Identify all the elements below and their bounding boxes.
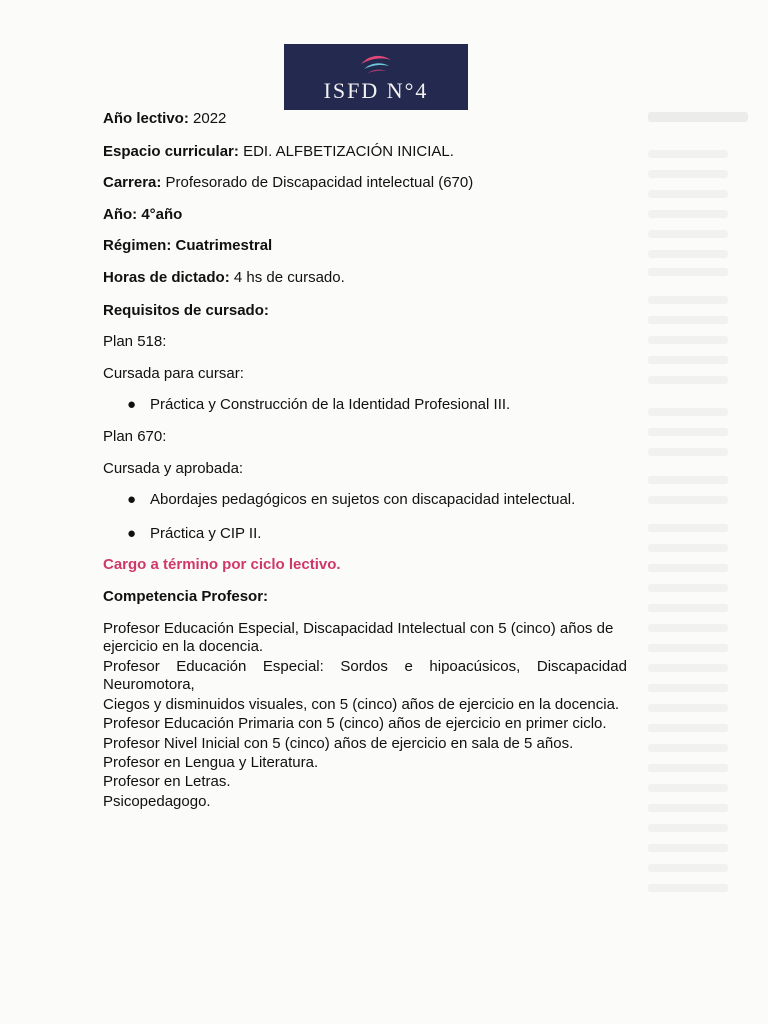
field-value: Profesorado de Discapacidad intelectual (670) [165,174,474,191]
field-horas-dictado [103,269,345,287]
competencia-item-8: Psicopedagogo. [103,793,211,810]
competencia-item-2-line [103,658,627,676]
field-label: Año: 4°año [103,206,183,223]
word: hipoacúsicos, [429,658,521,675]
plan-518-label: Plan 518: [103,333,167,350]
plan-670-label: Plan 670: [103,428,167,445]
field-carrera [103,174,473,192]
field-value: EDI. ALFBETIZACIÓN INICIAL. [243,143,454,160]
list-item: Práctica y CIP II. [150,525,262,542]
word: Profesor [103,658,160,675]
word: Sordos [340,658,388,675]
competencia-item-2-cont: Neuromotora, [103,676,195,693]
field-label: Año lectivo: [103,110,189,127]
field-regimen [103,237,272,255]
competencia-item-1: Profesor Educación Especial, Discapacidad Intelectual con 5 (cinco) años de ejercicio en la docencia. [103,620,614,655]
field-label: Régimen: Cuatrimestral [103,237,273,254]
cursada-y-aprobada-label: Cursada y aprobada: [103,460,244,477]
field-value: 2022 [193,110,227,127]
word: Especial: [262,658,324,675]
field-ano-lectivo [103,110,226,128]
cargo-note: Cargo a término por ciclo lectivo. [103,556,341,573]
field-value: 4 hs de cursado. [233,269,345,286]
competencia-item-7: Profesor en Letras. [103,773,231,790]
logo-text: ISFD N°4 [323,78,429,103]
competencia-heading [103,588,268,606]
competencia-item-6: Profesor en Lengua y Literatura. [103,754,319,771]
list-item: Práctica y Construcción de la Identidad Profesional III. [150,396,511,413]
bullet-icon: ● [127,491,137,508]
field-label: Carrera: [103,174,162,191]
competencia-heading-text: Competencia Profesor: [103,588,269,605]
cursada-para-cursar-label: Cursada para cursar: [103,365,244,382]
bullet-icon: ● [127,525,137,542]
requisitos-heading-text: Requisitos de cursado: [103,302,269,319]
competencia-item-3: Ciegos y disminuidos visuales, con 5 (cinco) años de ejercicio en la docencia. [103,696,620,713]
competencia-item-4: Profesor Educación Primaria con 5 (cinco) años de ejercicio en primer ciclo. [103,715,607,732]
bullet-icon: ● [127,396,137,413]
list-item: Abordajes pedagógicos en sujetos con discapacidad intelectual. [150,491,576,508]
field-label: Horas de dictado: [103,269,230,286]
field-label: Espacio curricular: [103,143,239,160]
competencia-item-5: Profesor Nivel Inicial con 5 (cinco) años de ejercicio en sala de 5 años. [103,735,574,752]
word: e [404,658,413,675]
field-espacio-curricular [103,143,454,161]
logo-swoosh-icon [358,48,394,76]
institution-logo [284,44,468,110]
word: Educación [176,658,247,675]
competencia-item-2 [103,658,627,694]
field-ano [103,206,182,224]
word: Discapacidad [536,658,627,675]
requisitos-heading [103,302,269,320]
